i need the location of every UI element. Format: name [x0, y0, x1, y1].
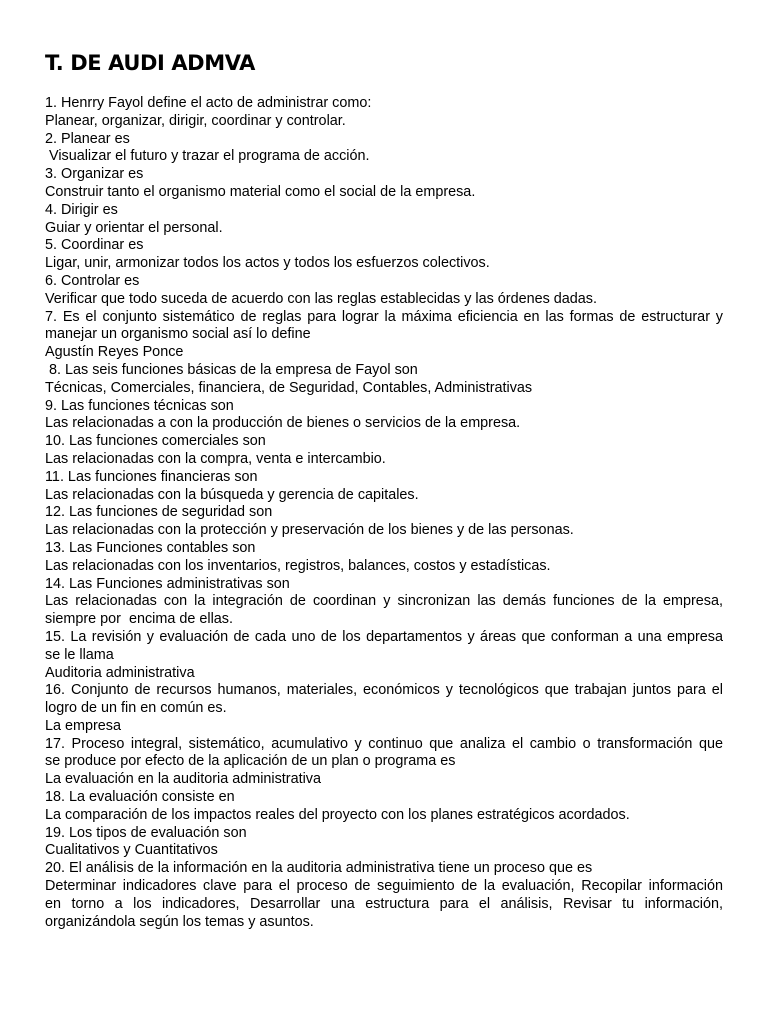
text-line: 2. Planear es — [45, 130, 130, 147]
text-line: Las relacionadas con la búsqueda y gerencia de capitales. — [45, 486, 419, 503]
text-line: 15. La revisión y evaluación de cada uno de los departamentos y áreas que conforman a una empresa — [45, 628, 723, 645]
text-line: 17. Proceso integral, sistemático, acumulativo y continuo que analiza el cambio o transformación que — [45, 735, 723, 752]
text-line: La comparación de los impactos reales del proyecto con los planes estratégicos acordados. — [45, 806, 630, 823]
text-line: en torno a los indicadores, Desarrollar una estructura para el análisis, Revisar tu información, — [45, 895, 723, 912]
text-line: 9. Las funciones técnicas son — [45, 397, 234, 414]
text-line: manejar un organismo social así lo define — [45, 326, 311, 343]
text-line: Las relacionadas con la compra, venta e intercambio. — [45, 450, 386, 467]
text-line: Técnicas, Comerciales, financiera, de Seguridad, Contables, Administrativas — [45, 379, 533, 396]
text-line: 3. Organizar es — [45, 166, 144, 183]
text-line: 7. Es el conjunto sistemático de reglas para lograr la máxima eficiencia en las formas de estructurar y — [45, 308, 723, 325]
text-line: Verificar que todo suceda de acuerdo con las reglas establecidas y las órdenes dadas. — [45, 290, 597, 307]
text-line: 20. El análisis de la información en la auditoria administrativa tiene un proceso que es — [45, 860, 593, 877]
text-line: 16. Conjunto de recursos humanos, materiales, económicos y tecnológicos que trabajan juntos para el — [45, 682, 723, 699]
text-line: La evaluación en la auditoria administrativa — [45, 771, 321, 788]
document-title: T. DE AUDI ADMVA — [45, 51, 255, 75]
text-line: Agustín Reyes Ponce — [45, 344, 184, 361]
text-line: 5. Coordinar es — [45, 237, 144, 254]
text-line: 11. Las funciones financieras son — [45, 468, 258, 485]
text-line: 6. Controlar es — [45, 272, 140, 289]
text-line: Las relacionadas a con la producción de bienes o servicios de la empresa. — [45, 415, 521, 432]
text-line: Las relacionadas con los inventarios, registros, balances, costos y estadísticas. — [45, 557, 551, 574]
text-line: 10. Las funciones comerciales son — [45, 433, 266, 450]
text-line: Ligar, unir, armonizar todos los actos y todos los esfuerzos colectivos. — [45, 255, 490, 272]
text-line: Cualitativos y Cuantitativos — [45, 842, 218, 859]
text-line: Las relacionadas con la integración de coordinan y sincronizan las demás funciones de la empresa, — [45, 593, 723, 610]
text-line: 4. Dirigir es — [45, 201, 118, 218]
text-line: organizándola según los temas y asuntos. — [45, 913, 314, 930]
text-line: Construir tanto el organismo material como el social de la empresa. — [45, 183, 476, 200]
text-line: Planear, organizar, dirigir, coordinar y controlar. — [45, 112, 346, 129]
text-line: La empresa — [45, 717, 121, 734]
text-line: 14. Las Funciones administrativas son — [45, 575, 290, 592]
text-line: Guiar y orientar el personal. — [45, 219, 223, 236]
text-line: 8. Las seis funciones básicas de la empresa de Fayol son — [45, 361, 418, 378]
text-line: Las relacionadas con la protección y preservación de los bienes y de las personas. — [45, 522, 574, 539]
text-line: 19. Los tipos de evaluación son — [45, 824, 247, 841]
text-line: logro de un fin en común es. — [45, 700, 227, 717]
text-line: 18. La evaluación consiste en — [45, 789, 235, 806]
text-line: se le llama — [45, 646, 114, 663]
text-line: 13. Las Funciones contables son — [45, 539, 256, 556]
document-body — [45, 95, 723, 931]
text-line: Auditoria administrativa — [45, 664, 195, 681]
text-line: 1. Henrry Fayol define el acto de administrar como: — [45, 95, 372, 111]
text-line: se produce por efecto de la aplicación de un plan o programa es — [45, 753, 456, 770]
text-line: siempre por encima de ellas. — [45, 611, 233, 628]
text-line: 12. Las funciones de seguridad son — [45, 504, 273, 521]
text-line: Determinar indicadores clave para el proceso de seguimiento de la evaluación, Recopilar información — [45, 878, 723, 895]
text-line: Visualizar el futuro y trazar el programa de acción. — [45, 148, 370, 165]
